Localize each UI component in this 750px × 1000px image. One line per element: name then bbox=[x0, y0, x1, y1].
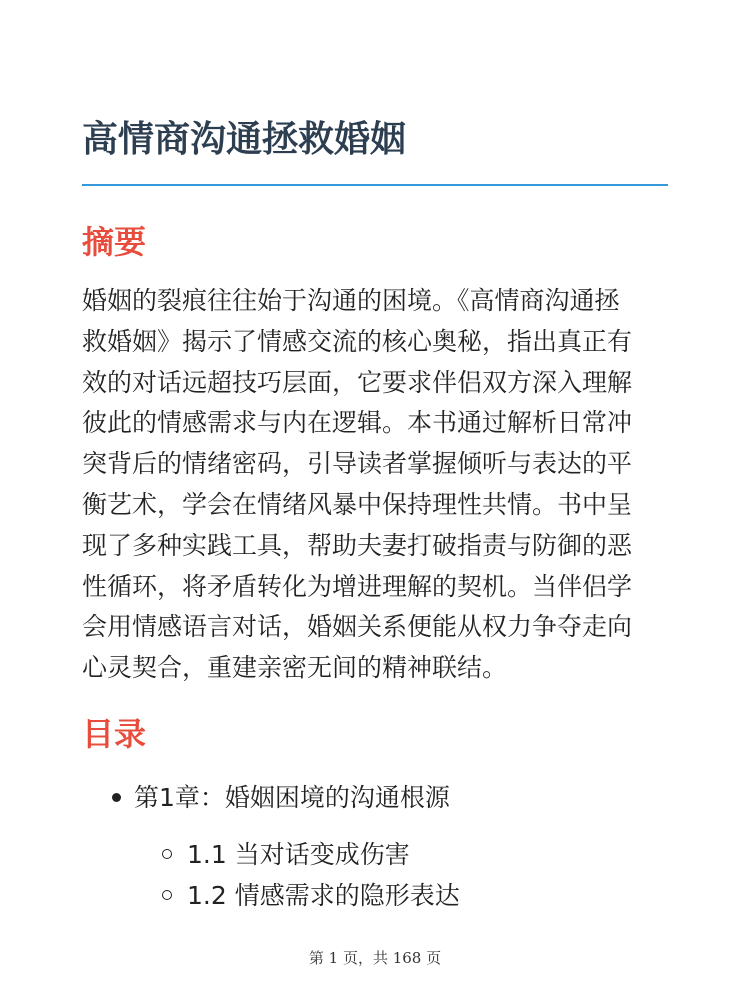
hollow-bullet-icon bbox=[162, 890, 172, 900]
filled-bullet-icon bbox=[112, 793, 121, 802]
summary-line: 婚姻的裂痕往往始于沟通的困境。《高情商沟通拯 bbox=[82, 286, 620, 315]
summary-line: 性循环，将矛盾转化为增进理解的契机。当伴侣学 bbox=[82, 571, 633, 601]
toc-heading: 目录 bbox=[82, 715, 147, 753]
toc-chapter-label: 第1章：婚姻困境的沟通根源 bbox=[134, 783, 450, 812]
summary-heading: 摘要 bbox=[82, 223, 147, 261]
book-title: 高情商沟通拯救婚姻 bbox=[82, 119, 407, 160]
toc-section-item bbox=[162, 835, 410, 875]
summary-line: 会用情感语言对话，婚姻关系便能从权力争夺走向 bbox=[82, 612, 633, 642]
summary-paragraph bbox=[82, 281, 668, 689]
document-page bbox=[82, 0, 668, 1000]
summary-line: 现了多种实践工具，帮助夫妻打破指责与防御的恶 bbox=[82, 530, 633, 560]
toc-section-label: 1.1 当对话变成伤害 bbox=[187, 840, 410, 869]
page-number-footer: 第 1 页，共 168 页 bbox=[308, 949, 442, 967]
summary-line: 衡艺术，学会在情绪风暴中保持理性共情。书中呈 bbox=[82, 489, 633, 519]
hollow-bullet-icon bbox=[162, 849, 172, 859]
summary-line: 突背后的情绪密码，引导读者掌握倾听与表达的平 bbox=[82, 449, 633, 479]
summary-line: 心灵契合，重建亲密无间的精神联结。 bbox=[82, 653, 508, 683]
summary-line: 彼此的情感需求与内在逻辑。本书通过解析日常冲 bbox=[82, 408, 633, 438]
toc-section-item bbox=[162, 876, 460, 916]
toc-chapter-item bbox=[112, 778, 450, 818]
summary-line: 效的对话远超技巧层面，它要求伴侣双方深入理解 bbox=[82, 367, 633, 397]
title-divider bbox=[82, 184, 668, 186]
toc-section-label: 1.2 情感需求的隐形表达 bbox=[187, 881, 460, 910]
summary-line: 救婚姻》揭示了情感交流的核心奥秘，指出真正有 bbox=[82, 326, 633, 356]
